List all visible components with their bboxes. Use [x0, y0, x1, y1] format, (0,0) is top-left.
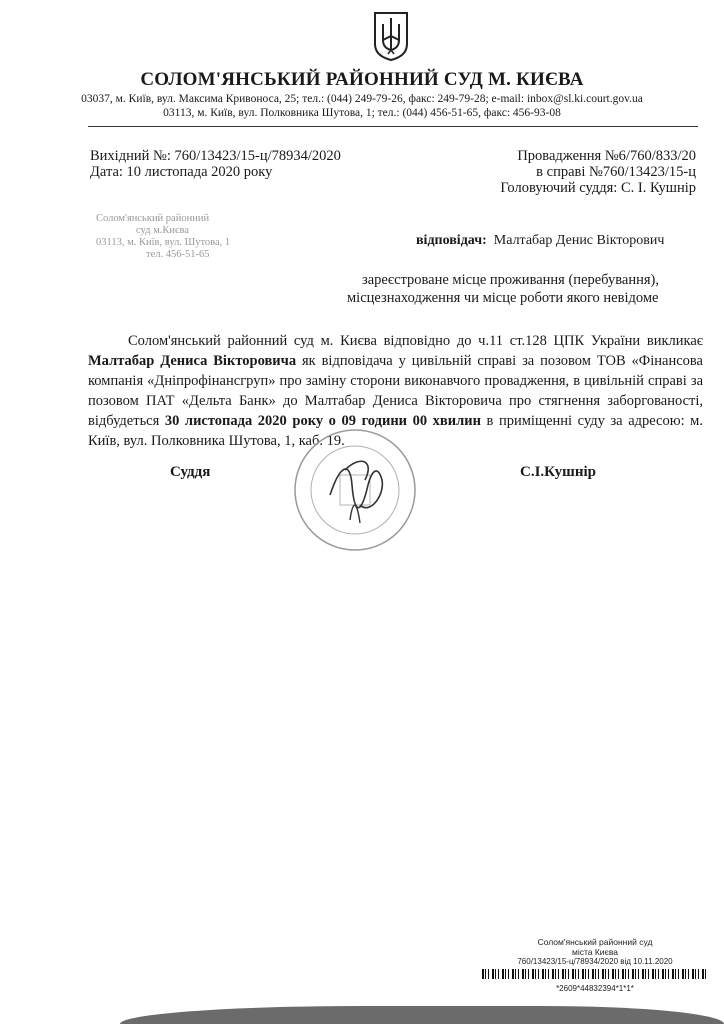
- court-address-line1: 03037, м. Київ, вул. Максима Кривоноса, 25; тел.: (044) 249-79-26, факс: 249-79-28; e-mail: inbox@sl.ki.court.gov.ua: [81, 93, 643, 105]
- court-seal-with-signature: [290, 425, 420, 555]
- barcode-image: [480, 969, 710, 979]
- barcode-court-line2: міста Києва: [571, 947, 619, 957]
- barcode-block: [480, 937, 710, 993]
- signature-label: Суддя: [170, 464, 211, 480]
- coat-of-arms-emblem: [371, 10, 411, 62]
- barcode-reference: 760/13423/15-ц/78934/2020 від 10.11.2020: [517, 957, 673, 966]
- court-address-line2: 03113, м. Київ, вул. Полковника Шутова, 1; тел.: (044) 456-51-65, факс: 456-93-08: [163, 107, 561, 119]
- judge-name-signature: С.І.Кушнір: [520, 464, 596, 480]
- defendant-name: Малтабар Денис Вікторович: [493, 233, 665, 248]
- address-note-line2: місцезнаходження чи місце роботи якого невідоме: [347, 290, 659, 306]
- stamp-line2: суд м.Києва: [136, 225, 189, 236]
- defendant-label: відповідач:: [416, 233, 487, 248]
- address-note-line1: зареєстроване місце проживання (перебування),: [362, 272, 659, 288]
- header-divider: [88, 126, 698, 127]
- presiding-judge: Головуючий суддя: С. І. Кушнір: [500, 180, 696, 196]
- barcode-court-line1: Солом'янський районний суд: [537, 937, 653, 947]
- court-name-heading: СОЛОМ'ЯНСЬКИЙ РАЙОННИЙ СУД М. КИЄВА: [140, 69, 584, 90]
- hearing-datetime: 30 листопада 2020 року о 09 години 00 хвилин: [164, 413, 481, 429]
- stamp-line3: 03113, м. Київ, вул. Шутова, 1: [96, 237, 231, 248]
- case-number: в справі №760/13423/15-ц: [536, 164, 696, 180]
- defendant-name-bold: Малтабар Дениса Вікторовича: [88, 353, 297, 369]
- stamp-line1: Солом'янський районний: [96, 213, 210, 224]
- outgoing-number: Вихідний №: 760/13423/15-ц/78934/2020: [90, 148, 341, 164]
- paragraph-part2: як відповідача у цивільній справі за позовом ТОВ «Фінансова компанія «Дніпрофінансгруп» про заміну сторони виконавчого провадження, в цивільній справі за позовом ПАТ «Дельта Банк» до Малтабар Дениса Вікторовича про стягнення заборгованості, відбудеться: [88, 353, 703, 429]
- paragraph-part1: Солом'янський районний суд м. Києва відповідно до ч.11 ст.128 ЦПК України викликає: [128, 333, 703, 349]
- paragraph-part3: в приміщенні суду за адресою: м. Київ, вул. Полковника Шутова, 1, каб. 19.: [88, 413, 703, 449]
- barcode-code: *2609*44832394*1*1*: [556, 984, 634, 993]
- proceeding-number: Провадження №6/760/833/20: [517, 148, 696, 164]
- document-date: Дата: 10 листопада 2020 року: [90, 164, 273, 180]
- stamp-line4: тел. 456-51-65: [146, 249, 210, 260]
- defendant-line: [416, 233, 664, 249]
- scan-edge-shadow: [120, 1006, 724, 1024]
- registration-stamp: [96, 213, 248, 263]
